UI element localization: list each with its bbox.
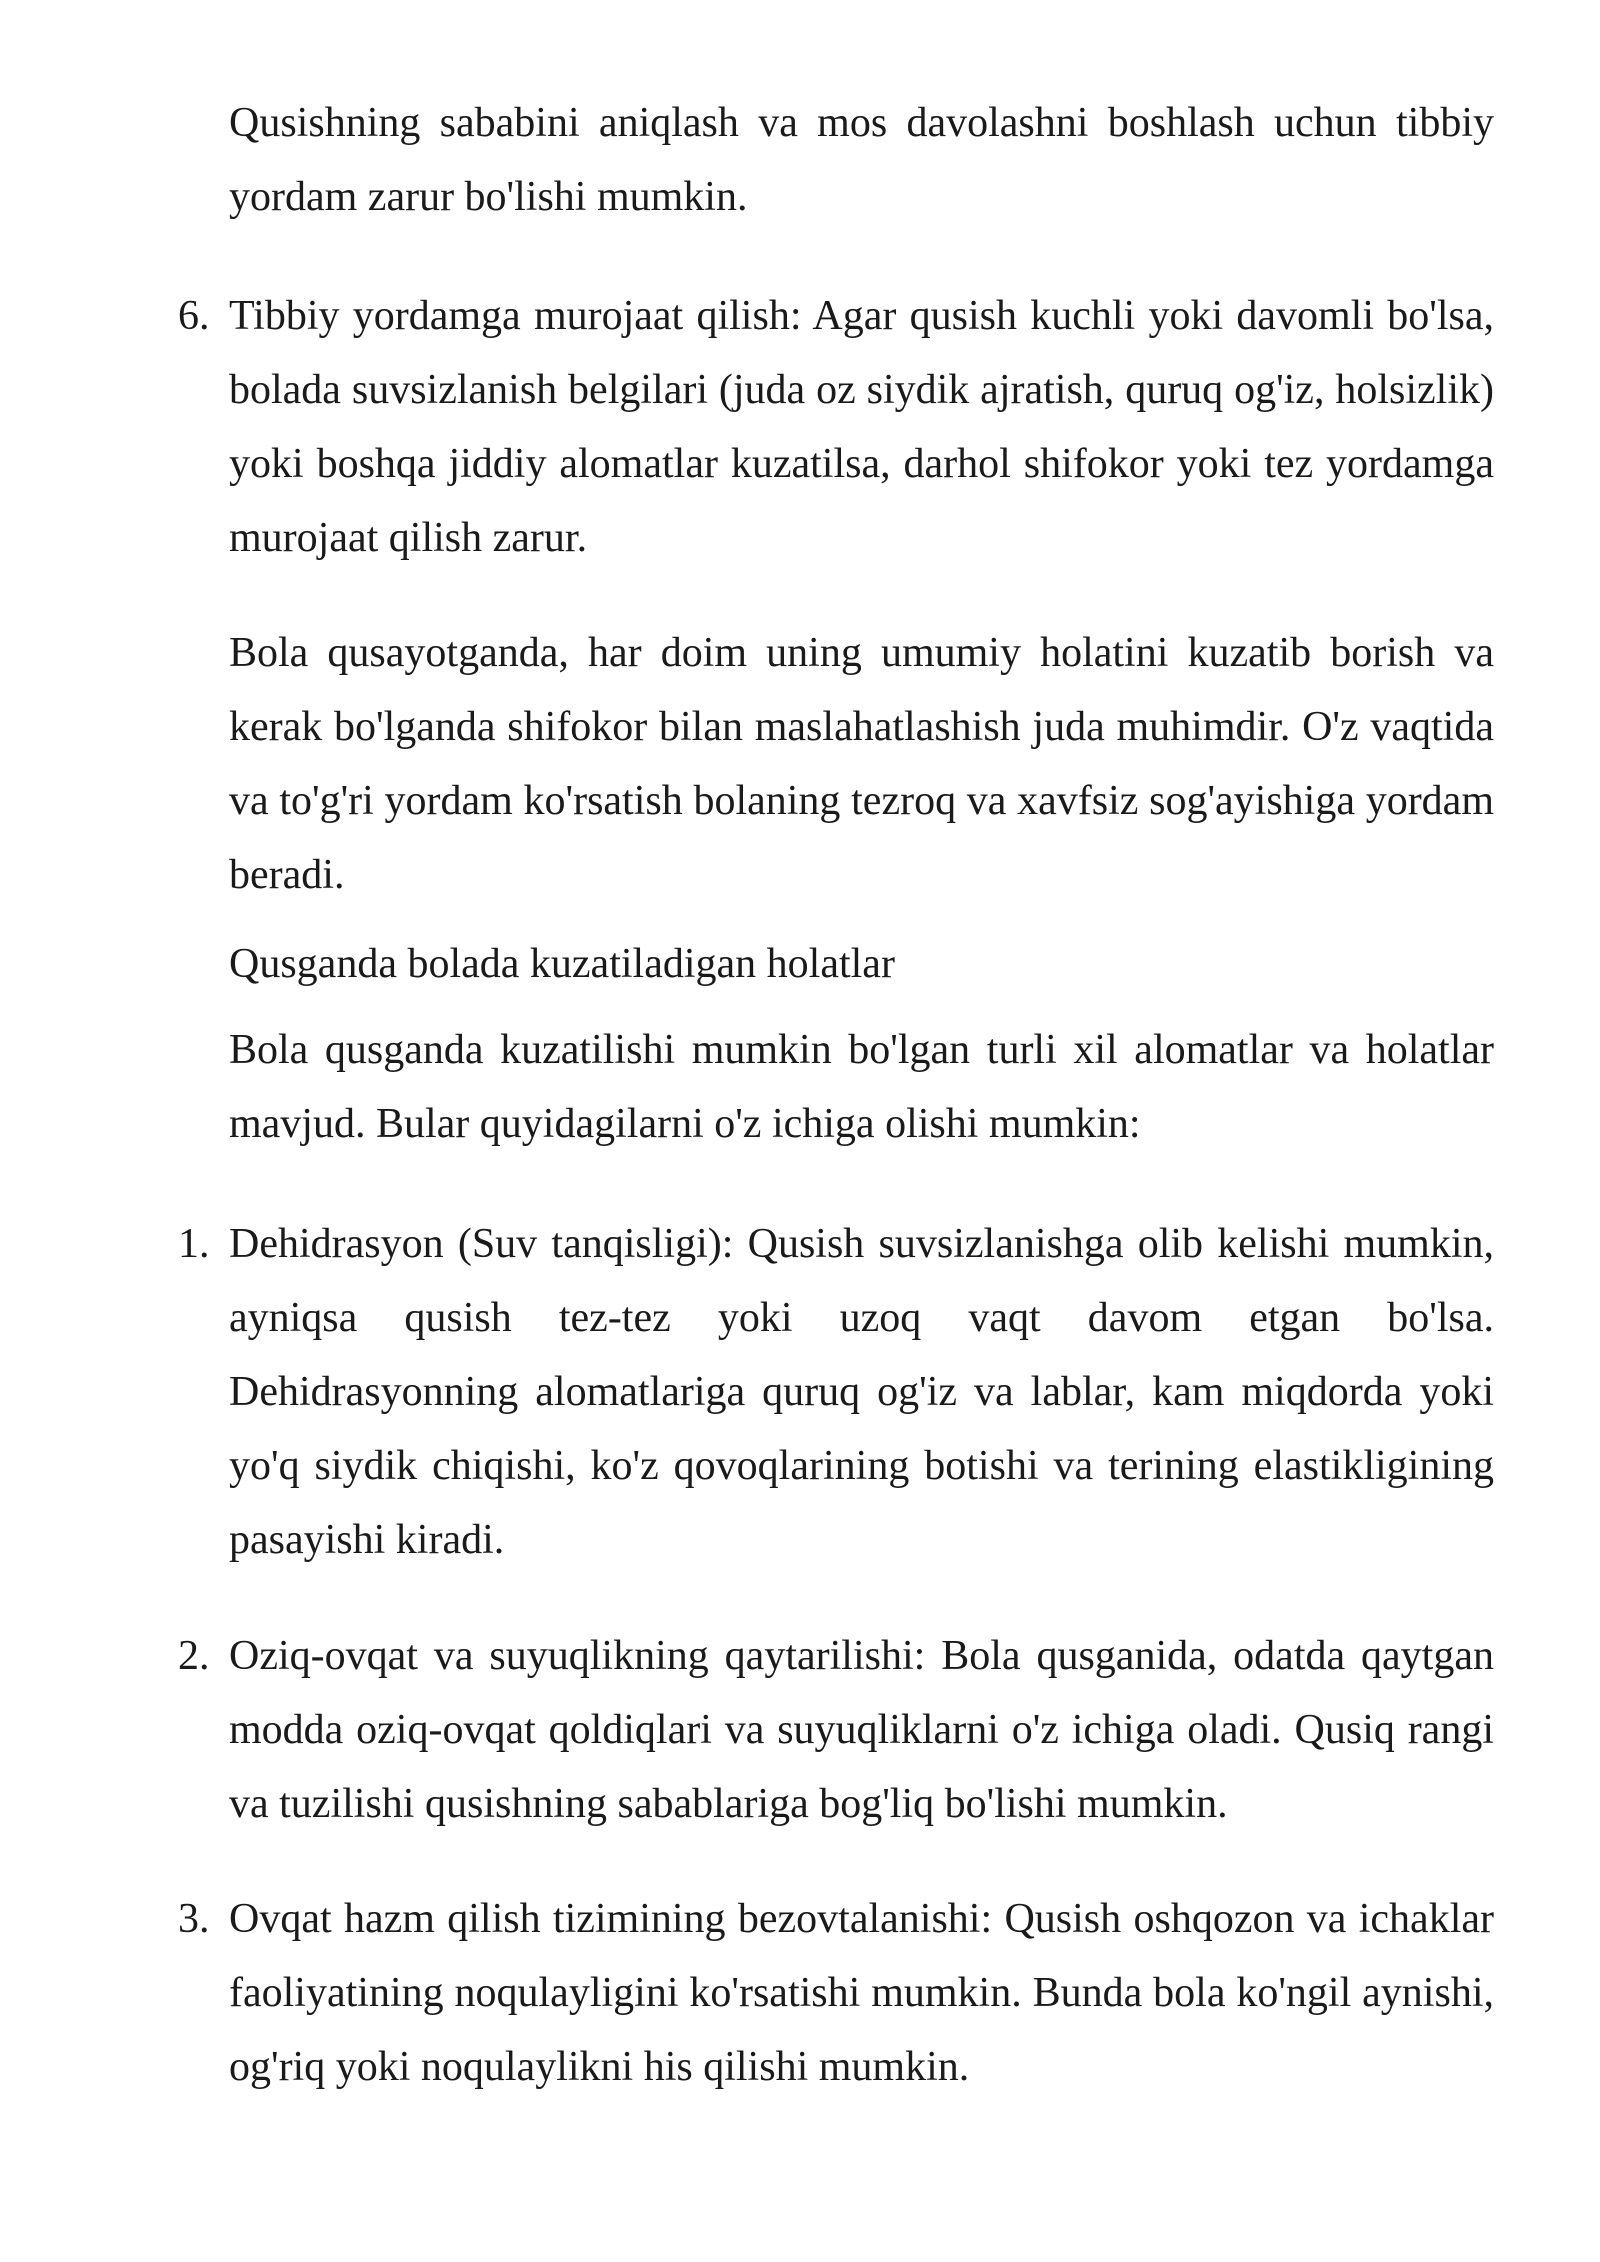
list-item-text: Ovqat hazm qilish tizimining bezovtalanishi: Qusish oshqozon va ichaklar faoliyatining noqulayligini ko'rsatishi mumkin. Bunda bola ko'ngil aynishi, og'riq yoki noqulaylikni his qilishi mumkin. bbox=[229, 1896, 1494, 2090]
list-item-number: 1. bbox=[178, 1221, 210, 1267]
list-item-number: 2. bbox=[178, 1633, 210, 1679]
list-item bbox=[178, 1619, 1494, 1841]
list-item-text: Tibbiy yordamga murojaat qilish: Agar qusish kuchli yoki davomli bo'lsa, bolada suvsizlanish belgilari (juda oz siydik ajratish, quruq og'iz, holsizlik) yoki boshqa jiddiy alomatlar kuzatilsa, darhol shifokor yoki tez yordamga murojaat qilish zarur. bbox=[229, 293, 1494, 561]
list-item-number: 3. bbox=[178, 1896, 210, 1942]
list-item bbox=[178, 279, 1494, 575]
section-heading: Qusganda bolada kuzatiladigan holatlar bbox=[229, 941, 895, 987]
list-item bbox=[178, 1207, 1494, 1577]
list-item-text: Oziq-ovqat va suyuqlikning qaytarilishi: Bola qusganida, odatda qaytgan modda oziq-ovqat qoldiqlari va suyuqliklarni o'z ichiga oladi. Qusiq rangi va tuzilishi qusishning sabablariga bog'liq bo'lishi mumkin. bbox=[229, 1633, 1494, 1827]
list-item-number: 6. bbox=[178, 293, 210, 339]
paragraph-summary: Bola qusayotganda, har doim uning umumiy holatini kuzatib borish va kerak bo'lganda shifokor bilan maslahatlashish juda muhimdir. O'z vaqtida va to'g'ri yordam ko'rsatish bolaning tezroq va xavfsiz sog'ayishiga yordam beradi. bbox=[229, 630, 1494, 898]
paragraph-section-intro: Bola qusganda kuzatilishi mumkin bo'lgan turli xil alomatlar va holatlar mavjud. Bular quyidagilarni o'z ichiga olishi mumkin: bbox=[229, 1027, 1494, 1147]
paragraph-intro-continuation: Qusishning sababini aniqlash va mos davolashni boshlash uchun tibbiy yordam zarur bo'lishi mumkin. bbox=[229, 100, 1494, 220]
list-item-text: Dehidrasyon (Suv tanqisligi): Qusish suvsizlanishga olib kelishi mumkin, ayniqsa qusish tez-tez yoki uzoq vaqt davom etgan bo'lsa. Dehidrasyonning alomatlariga quruq og'iz va lablar, kam miqdorda yoki yo'q siydik chiqishi, ko'z qovoqlarining botishi va terining elastikligining pasayishi kiradi. bbox=[229, 1221, 1494, 1563]
list-item bbox=[178, 1882, 1494, 2104]
